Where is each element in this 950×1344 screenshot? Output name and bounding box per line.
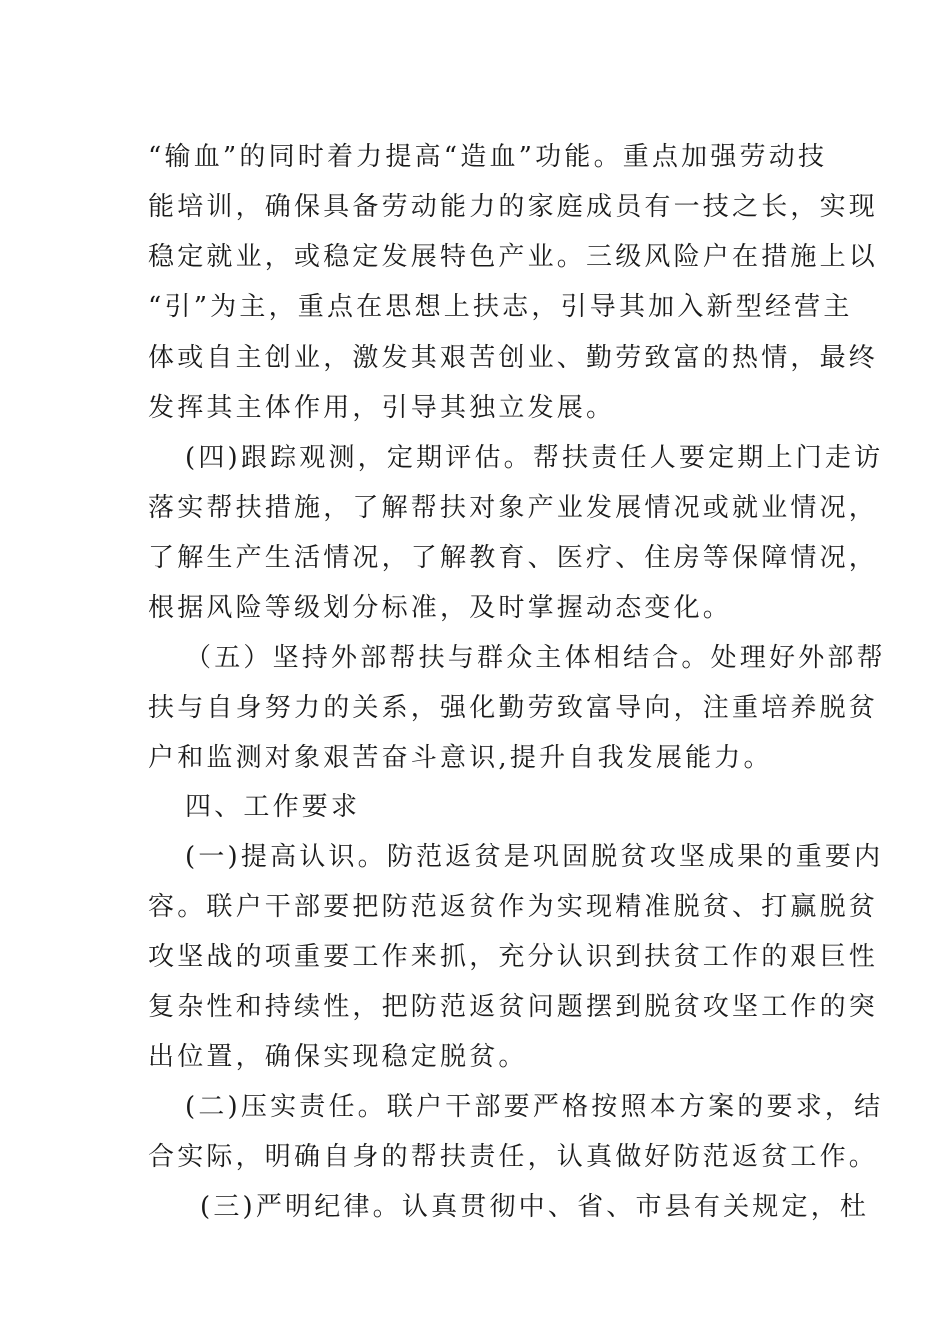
text-line: “输血”的同时着力提高“造血”功能。重点加强劳动技 — [148, 142, 828, 172]
text-line: 稳定就业，或稳定发展特色产业。三级风险户在措施上以 — [148, 242, 879, 272]
paragraph-start-line: (一)提高认识。防范返贫是巩固脱贫攻坚成果的重要内 — [185, 842, 884, 872]
text-line: 容。联户干部要把防范返贫作为实现精准脱贫、打赢脱贫 — [148, 892, 879, 922]
text-line: 根据风险等级划分标准，及时掌握动态变化。 — [148, 593, 733, 623]
text-line: 了解生产生活情况，了解教育、医疗、住房等保障情况， — [148, 543, 879, 573]
text-line: 发挥其主体作用，引导其独立发展。 — [148, 393, 616, 423]
paragraph-start-line: (三)严明纪律。认真贯彻中、省、市县有关规定，杜 — [200, 1192, 870, 1222]
text-line: 体或自主创业，激发其艰苦创业、勤劳致富的热情，最终 — [148, 343, 879, 373]
section-heading: 四、工作要求 — [185, 792, 361, 822]
paragraph-start-line: (二)压实责任。联户干部要严格按照本方案的要求，结 — [185, 1092, 884, 1122]
paragraph-start-line: (四)跟踪观测，定期评估。帮扶责任人要定期上门走访 — [185, 443, 884, 473]
text-line: 户和监测对象艰苦奋斗意识,提升自我发展能力。 — [148, 743, 773, 773]
text-line: 能培训，确保具备劳动能力的家庭成员有一技之长，实现 — [148, 192, 879, 222]
text-line: “引”为主，重点在思想上扶志，引导其加入新型经营主 — [148, 292, 853, 322]
paragraph-start-line: （五）坚持外部帮扶与群众主体相结合。处理好外部帮 — [185, 643, 886, 673]
text-line: 落实帮扶措施，了解帮扶对象产业发展情况或就业情况， — [148, 493, 879, 523]
text-line: 攻坚战的项重要工作来抓，充分认识到扶贫工作的艰巨性 — [148, 942, 879, 972]
text-line: 扶与自身努力的关系，强化勤劳致富导向，注重培养脱贫 — [148, 693, 879, 723]
text-line: 出位置，确保实现稳定脱贫。 — [148, 1042, 528, 1072]
text-line: 合实际，明确自身的帮扶责任，认真做好防范返贫工作。 — [148, 1142, 879, 1172]
text-line: 复杂性和持续性，把防范返贫问题摆到脱贫攻坚工作的突 — [148, 992, 879, 1022]
